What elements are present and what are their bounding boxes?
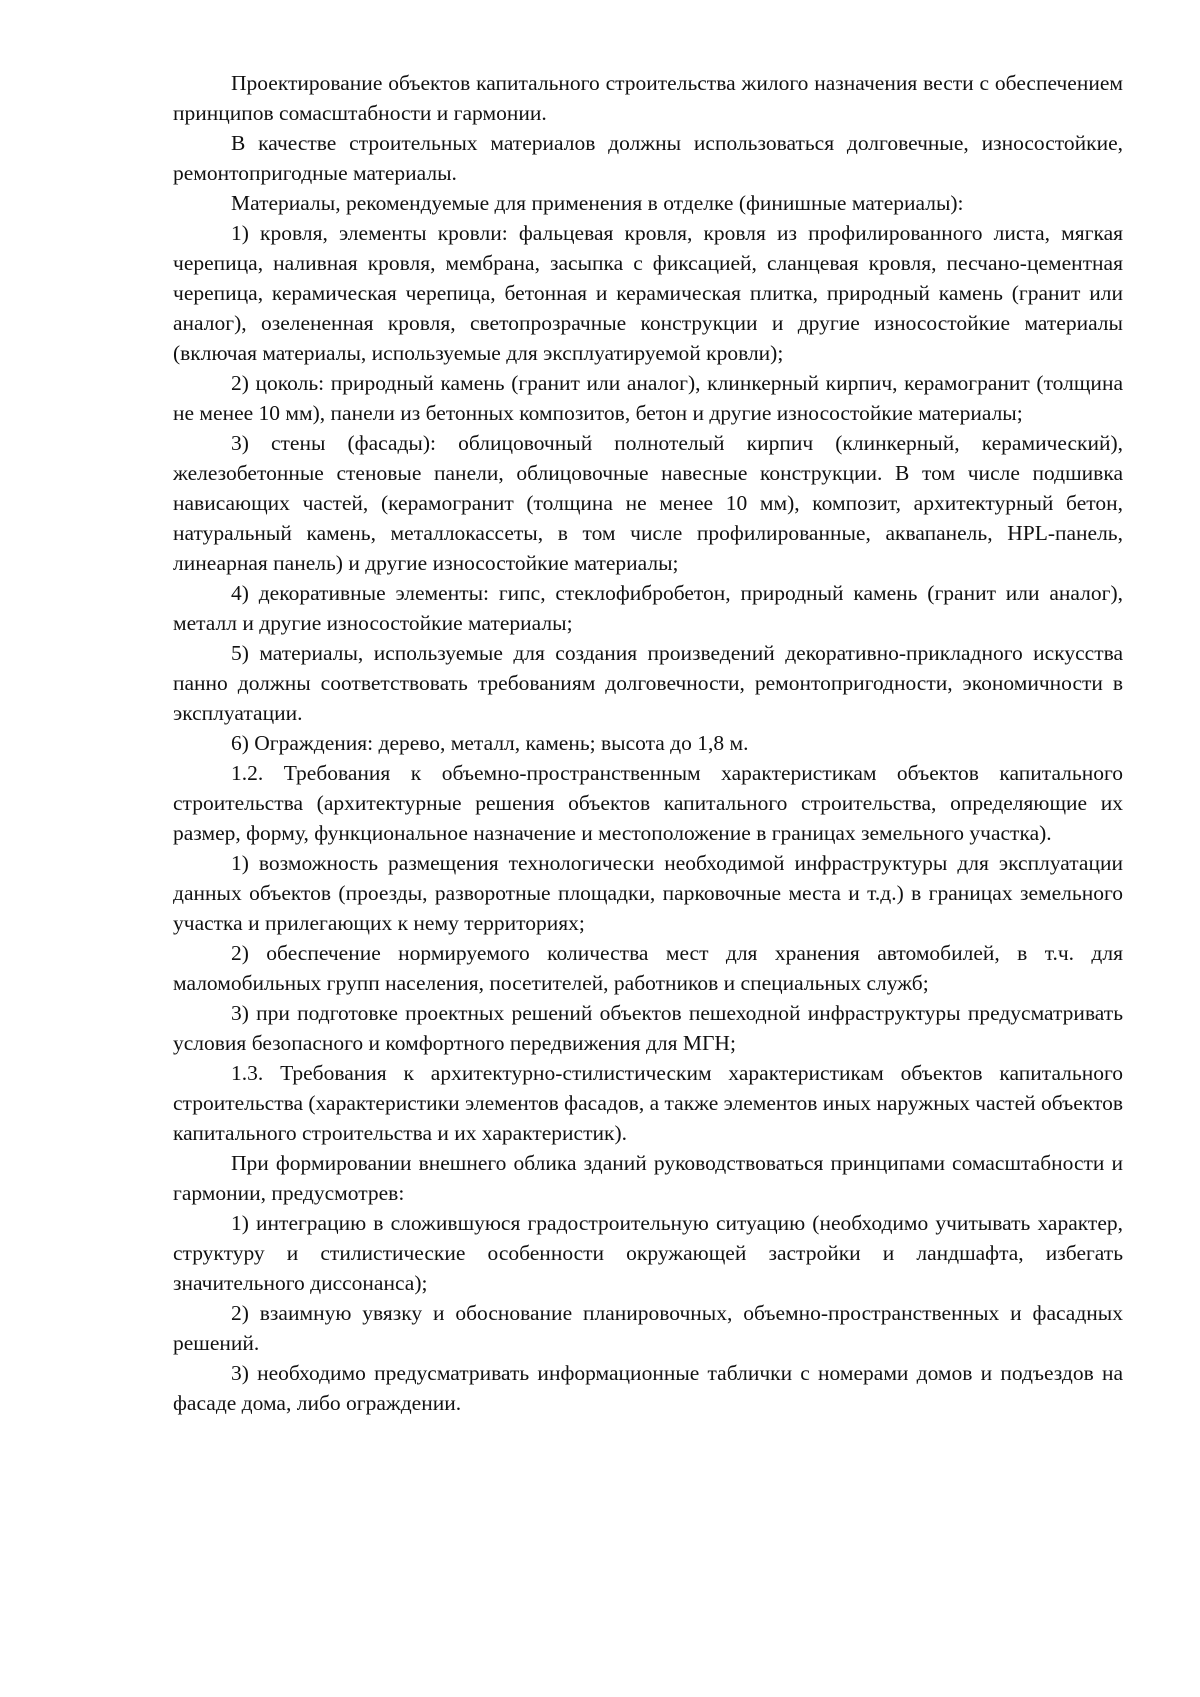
list-item-fencing: 6) Ограждения: дерево, металл, камень; высота до 1,8 м. — [231, 731, 749, 755]
list-item-roofing: 1) кровля, элементы кровли: фальцевая кровля, кровля из профилированного листа, мягкая черепица, наливная кровля, мембрана, засыпка с фиксацией, сланцевая кровля, песчано-цементная черепица, керамическая черепица, бетонная и керамическая плитка, природный камень (гранит или аналог), озелененная кровля, светопрозрачные конструкции и другие износостойкие материалы (включая материалы, используемые для эксплуатируемой кровли); — [173, 221, 1123, 365]
list-item-decorative-elements: 4) декоративные элементы: гипс, стеклофибробетон, природный камень (гранит или аналог), металл и другие износостойкие материалы; — [173, 581, 1123, 635]
section-1-2-heading: 1.2. Требования к объемно-пространственным характеристикам объектов капитального строительства (архитектурные решения объектов капитального строительства, определяющие их размер, форму, функциональное назначение и местоположение в границах земельного участка). — [173, 761, 1123, 845]
list-item-walls-facades: 3) стены (фасады): облицовочный полнотелый кирпич (клинкерный, керамический), железобетонные стеновые панели, облицовочные навесные конструкции. В том числе подшивка нависающих частей, (керамогранит (толщина не менее 10 мм), композит, архитектурный бетон, натуральный камень, металлокассеты, в том числе профилированные, аквапанель, HPL-панель, линеарная панель) и другие износостойкие материалы; — [173, 431, 1123, 575]
document-page — [173, 68, 1123, 1418]
list-item-pedestrian: 3) при подготовке проектных решений объектов пешеходной инфраструктуры предусматривать условия безопасного и комфортного передвижения для МГН; — [173, 1001, 1123, 1055]
paragraph-design-principles: Проектирование объектов капитального строительства жилого назначения вести с обеспечением принципов сомасштабности и гармонии. — [173, 71, 1123, 125]
list-item-infrastructure: 1) возможность размещения технологически необходимой инфраструктуры для эксплуатации данных объектов (проезды, разворотные площадки, парковочные места и т.д.) в границах земельного участка и прилегающих к нему территориях; — [173, 851, 1123, 935]
paragraph-building-materials: В качестве строительных материалов должны использоваться долговечные, износостойкие, ремонтопригодные материалы. — [173, 131, 1123, 185]
list-item-coordination: 2) взаимную увязку и обоснование планировочных, объемно-пространственных и фасадных решений. — [173, 1301, 1123, 1355]
list-item-house-number-signs: 3) необходимо предусматривать информационные таблички с номерами домов и подъездов на фасаде дома, либо ограждении. — [173, 1361, 1123, 1415]
paragraph-finishing-materials-heading: Материалы, рекомендуемые для применения в отделке (финишные материалы): — [231, 191, 964, 215]
paragraph-appearance-principles: При формировании внешнего облика зданий руководствоваться принципами сомасштабности и гармонии, предусмотрев: — [173, 1151, 1123, 1205]
list-item-parking: 2) обеспечение нормируемого количества мест для хранения автомобилей, в т.ч. для маломобильных групп населения, посетителей, работников и специальных служб; — [173, 941, 1123, 995]
list-item-plinth: 2) цоколь: природный камень (гранит или аналог), клинкерный кирпич, керамогранит (толщина не менее 10 мм), панели из бетонных композитов, бетон и другие износостойкие материалы; — [173, 371, 1123, 425]
list-item-decorative-art-materials: 5) материалы, используемые для создания произведений декоративно-прикладного искусства панно должны соответствовать требованиям долговечности, ремонтопригодности, экономичности в эксплуатации. — [173, 641, 1123, 725]
section-1-3-heading: 1.3. Требования к архитектурно-стилистическим характеристикам объектов капитального строительства (характеристики элементов фасадов, а также элементов иных наружных частей объектов капитального строительства и их характеристик). — [173, 1061, 1123, 1145]
list-item-integration: 1) интеграцию в сложившуюся градостроительную ситуацию (необходимо учитывать характер, структуру и стилистические особенности окружающей застройки и ландшафта, избегать значительного диссонанса); — [173, 1211, 1123, 1295]
